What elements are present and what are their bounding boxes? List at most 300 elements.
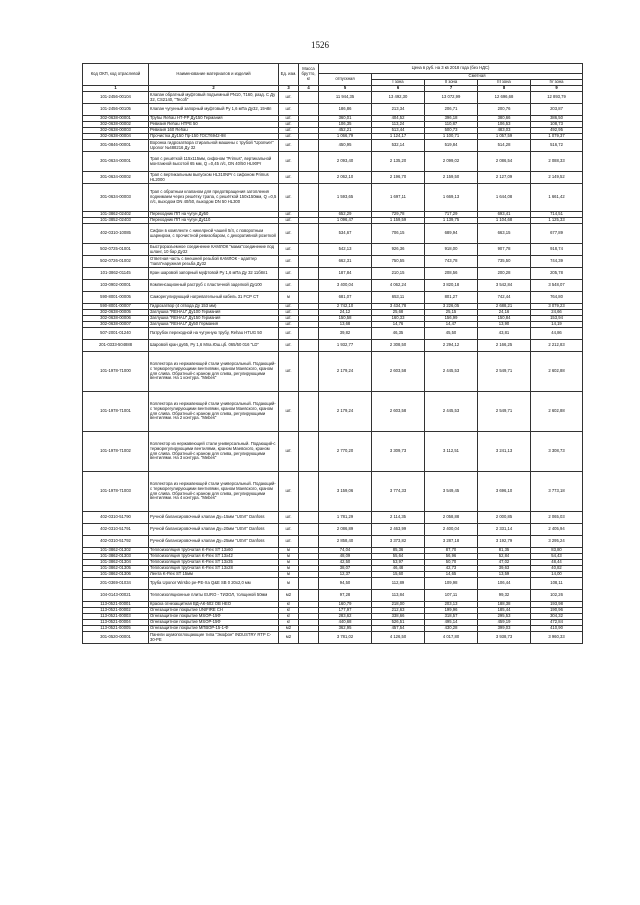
price-zone-2: 109,98 — [425, 578, 478, 590]
price-zone-3: 3 241,13 — [478, 432, 531, 472]
price-release: 681,07 — [319, 292, 372, 304]
price-zone-2: 519,84 — [425, 140, 478, 152]
price-zone-1: 1 159,59 — [372, 218, 425, 224]
price-zone-4: 2 088,33 — [531, 152, 583, 172]
table-row — [83, 256, 583, 268]
price-release: 13,68 — [319, 322, 372, 328]
item-mass — [299, 578, 319, 590]
price-zone-3: 43,81 — [478, 328, 531, 340]
price-zone-3: 3 542,84 — [478, 280, 531, 292]
item-name: Ревизия Rehau НТРЕ 50 — [149, 122, 279, 128]
item-code: 113-0521-00003 — [83, 614, 149, 620]
price-zone-2: 2 445,53 — [425, 352, 478, 392]
price-zone-4: 1 079,37 — [531, 134, 583, 140]
price-zone-3: 295,53 — [478, 614, 531, 620]
price-zone-3: 188,38 — [478, 602, 531, 608]
price-zone-4: 24,66 — [531, 310, 583, 316]
item-code: 101-3862-01304 — [83, 560, 149, 566]
item-code: 101-1978-71001 — [83, 392, 149, 432]
price-zone-1: 3 774,33 — [372, 472, 425, 512]
item-code: 402-0310-51792 — [83, 536, 149, 548]
price-zone-1: 160,33 — [372, 316, 425, 322]
price-zone-2: 3 820,18 — [425, 280, 478, 292]
item-code: 113-0521-00001 — [83, 602, 149, 608]
item-code: 302-0638-00004 — [83, 134, 149, 140]
item-unit: шт. — [279, 352, 299, 392]
price-table — [82, 63, 583, 644]
item-code: 201-0333-504888 — [83, 340, 149, 352]
item-name: Теплоизоляция трубчатая K-Flex ST 13x28 — [149, 566, 279, 572]
item-unit: шт. — [279, 322, 299, 328]
price-release: 106,35 — [319, 122, 372, 128]
item-name: Шаровой кран ду65, Ру 1,6 Мпа.Юш.цб. 065/50 016 "LD" — [149, 340, 279, 352]
header-release: отпускная — [319, 74, 372, 86]
price-zone-1: 3 309,73 — [372, 432, 425, 472]
price-zone-4: 2 405,94 — [531, 524, 583, 536]
item-unit: шт. — [279, 340, 299, 352]
item-name: Лента K-Flex ST 15мм — [149, 572, 279, 578]
item-name: Трап с решёткой 115x115мм, сифоном "Primus", вертикальной монтажной высотой 65 мм, Q =0,45 л/с, DN 40/50 HL90Pr — [149, 152, 279, 172]
price-zone-3: 99,32 — [478, 590, 531, 602]
price-zone-4: 2 065,03 — [531, 512, 583, 524]
price-zone-1: 2 603,58 — [372, 352, 425, 392]
price-zone-2: 717,29 — [425, 212, 478, 218]
price-zone-3: 2 688,21 — [478, 304, 531, 310]
price-release: 2 086,89 — [319, 524, 372, 536]
item-unit: шт. — [279, 122, 299, 128]
price-release: 3 159,06 — [319, 472, 372, 512]
item-name: Быстроразъемное соединение КАМЛОК "мама"соединение под шланг, 10 бар Ду32 — [149, 244, 279, 256]
price-release: 542,13 — [319, 244, 372, 256]
price-zone-2: 689,94 — [425, 224, 478, 244]
price-zone-2: 801,27 — [425, 292, 478, 304]
table-row — [83, 328, 583, 340]
item-code: 502-0726-01002 — [83, 256, 149, 268]
item-code: 104-0143-00021 — [83, 590, 149, 602]
price-zone-3: 380,66 — [478, 116, 531, 122]
item-unit: м — [279, 548, 299, 554]
item-mass — [299, 140, 319, 152]
price-zone-4: 44,86 — [531, 328, 583, 340]
item-unit: м — [279, 566, 299, 572]
item-code: 101-3862-02402 — [83, 212, 149, 218]
item-name: Гидрозатвор (4 отвода Ду 153 мм) — [149, 304, 279, 310]
price-zone-3: 1 644,08 — [478, 184, 531, 212]
table-row — [83, 280, 583, 292]
item-name: Заглушка "REHAU" Ду100 Германия — [149, 310, 279, 316]
price-zone-2: 156,99 — [425, 316, 478, 322]
price-zone-4: 2 212,83 — [531, 340, 583, 352]
item-unit: м — [279, 572, 299, 578]
price-zone-2: 3 226,05 — [425, 304, 478, 310]
item-unit: м — [279, 292, 299, 304]
price-zone-1: 2 135,20 — [372, 152, 425, 172]
price-zone-3: 2 000,85 — [478, 512, 531, 524]
price-zone-3: 2 331,14 — [478, 524, 531, 536]
item-code: 101-3862-01303 — [83, 554, 149, 560]
price-zone-1: 3 373,82 — [372, 536, 425, 548]
table-row — [83, 224, 583, 244]
item-name: Коллектора из нержавеющей стали универсальный. Подающий-с терморегулирующими вентилями, краном Маевского, краном для слива. Обратный-с краном для слива, регулирующими вентилями. На 4 контура. "Mebes" — [149, 472, 279, 512]
price-zone-2: 318,57 — [425, 614, 478, 620]
price-zone-1: 13 492,30 — [372, 92, 425, 104]
price-zone-2: 1 669,13 — [425, 184, 478, 212]
item-mass — [299, 184, 319, 212]
price-zone-1: 53,97 — [372, 560, 425, 566]
item-unit: шт. — [279, 310, 299, 316]
item-mass — [299, 524, 319, 536]
price-zone-1: 113,24 — [372, 122, 425, 128]
item-code: 101-3852-02403 — [83, 218, 149, 224]
table-row — [83, 172, 583, 184]
table-body — [83, 92, 583, 644]
price-zone-3: 24,16 — [478, 310, 531, 316]
price-zone-2: 87,70 — [425, 548, 478, 554]
item-unit: шт. — [279, 244, 299, 256]
price-zone-2: 13 072,99 — [425, 92, 478, 104]
price-zone-3: 2 166,25 — [478, 340, 531, 352]
price-zone-3: 483,03 — [478, 128, 531, 134]
price-zone-3: 663,15 — [478, 224, 531, 244]
price-release: 12,37 — [319, 572, 372, 578]
price-release: 1 096,47 — [319, 218, 372, 224]
price-zone-3: 2 549,71 — [478, 392, 531, 432]
item-code: 101-3862-01302 — [83, 548, 149, 554]
price-zone-3: 106,53 — [478, 122, 531, 128]
item-name: Труба Uponor Wirsbo pe-PE-Xa Q&E SB 0 20x2,0 мм — [149, 578, 279, 590]
item-unit: шт. — [279, 316, 299, 322]
price-zone-1: 112,89 — [372, 578, 425, 590]
item-unit: м2 — [279, 626, 299, 632]
price-zone-3: 81,35 — [478, 548, 531, 554]
item-unit: шт. — [279, 256, 299, 268]
item-code: 502-0725-01001 — [83, 244, 149, 256]
price-zone-4: 386,50 — [531, 116, 583, 122]
item-unit: шт. — [279, 172, 299, 184]
item-name: Ручной балансировочный клапан Ду=15мм "USVI" Danfoss — [149, 512, 279, 524]
price-zone-3: 106,44 — [478, 578, 531, 590]
price-zone-3: 1 057,59 — [478, 134, 531, 140]
item-mass — [299, 632, 319, 644]
item-code: 101-1978-71000 — [83, 352, 149, 392]
item-code: 302-0638-00001 — [83, 116, 149, 122]
price-zone-1: 218,00 — [372, 602, 425, 608]
price-zone-2: 3 549,45 — [425, 472, 478, 512]
table-header — [83, 64, 583, 92]
price-zone-2: 2 159,50 — [425, 172, 478, 184]
item-code: 301-0846-00001 — [83, 140, 149, 152]
price-zone-4: 48,44 — [531, 560, 583, 566]
table-row — [83, 536, 583, 548]
price-zone-4: 492,95 — [531, 128, 583, 134]
price-zone-4: 12 893,79 — [531, 92, 583, 104]
price-zone-4: 2 602,88 — [531, 352, 583, 392]
price-zone-2: 42,73 — [425, 566, 478, 572]
item-mass — [299, 244, 319, 256]
price-zone-3: 47,02 — [478, 560, 531, 566]
price-zone-3: 399,03 — [478, 626, 531, 632]
price-zone-2: 500,73 — [425, 128, 478, 134]
item-code: 590-8001-00005 — [83, 292, 149, 304]
item-name: Воронка гидрозатвора стиральной машины с трубой "Uponwer" Uponor №488216 Ду 32 — [149, 140, 279, 152]
price-zone-3: 3 938,73 — [478, 632, 531, 644]
item-unit: шт. — [279, 128, 299, 134]
price-zone-4: 3 773,18 — [531, 472, 583, 512]
price-release: 534,67 — [319, 224, 372, 244]
price-zone-4: 3 960,33 — [531, 632, 583, 644]
item-unit: шт. — [279, 304, 299, 310]
table-row — [83, 184, 583, 212]
price-zone-1: 338,66 — [372, 614, 425, 620]
item-code: 402-0310-51791 — [83, 524, 149, 536]
price-release: 440,68 — [319, 620, 372, 626]
price-zone-2: 1 139,75 — [425, 218, 478, 224]
price-release: 662,31 — [319, 256, 372, 268]
price-release: 24,12 — [319, 310, 372, 316]
price-zone-4: 190,96 — [531, 608, 583, 614]
price-zone-2: 2 099,02 — [425, 152, 478, 172]
price-zone-1: 85,36 — [372, 548, 425, 554]
item-name: Коллектора из нержавеющей стали универсальный. Подающий-с терморегулирующими вентилями, краном Маевского, краном для слива. Обратный-с краном для слива, регулирующими вентилями. На 1 контура. "Mebes" — [149, 352, 279, 392]
item-name: Трубы Rehau НТ-РР Ду150 Германия — [149, 116, 279, 122]
item-unit: кг — [279, 602, 299, 608]
price-zone-3: 200,28 — [478, 268, 531, 280]
table-row — [83, 352, 583, 392]
item-mass — [299, 268, 319, 280]
price-release: 74,04 — [319, 548, 372, 554]
price-zone-2: 918,00 — [425, 244, 478, 256]
item-unit: шт. — [279, 328, 299, 340]
price-release: 283,62 — [319, 614, 372, 620]
item-code: 302-0638-00006 — [83, 316, 149, 322]
header-zone-4: IV зона — [531, 80, 583, 86]
price-zone-1: 55,64 — [372, 554, 425, 560]
item-unit: шт. — [279, 218, 299, 224]
price-zone-1: 210,15 — [372, 268, 425, 280]
price-zone-1: 532,14 — [372, 140, 425, 152]
price-zone-3: 2 549,71 — [478, 352, 531, 392]
item-mass — [299, 352, 319, 392]
price-release: 42,50 — [319, 560, 372, 566]
table-row — [83, 432, 583, 472]
header-zone-1: I зона — [372, 80, 425, 86]
price-zone-3: 52,84 — [478, 554, 531, 560]
item-mass — [299, 224, 319, 244]
item-mass — [299, 432, 319, 472]
price-release: 452,21 — [319, 128, 372, 134]
price-zone-1: 2 114,35 — [372, 512, 425, 524]
price-zone-3: 3 192,79 — [478, 536, 531, 548]
price-release: 2 770,20 — [319, 432, 372, 472]
index-cell: 9 — [531, 86, 583, 92]
item-unit: шт. — [279, 536, 299, 548]
item-name: Переходник ПП на чугун Ду110 — [149, 218, 279, 224]
item-code: 101-2456-00105 — [83, 104, 149, 116]
item-mass — [299, 512, 319, 524]
price-release: 2 742,10 — [319, 304, 372, 310]
item-code: 302-0638-00007 — [83, 322, 149, 328]
table-row — [83, 472, 583, 512]
item-code: 101-2456-00104 — [83, 92, 149, 104]
item-name: Теплоизоляция трубчатая K-Flex ST 13x42 — [149, 554, 279, 560]
table-row — [83, 524, 583, 536]
item-unit: кг — [279, 608, 299, 614]
price-zone-1: 526,51 — [372, 620, 425, 626]
item-mass — [299, 172, 319, 184]
index-cell: 5 — [319, 86, 372, 92]
price-zone-3: 2 127,09 — [478, 172, 531, 184]
price-release: 1 066,79 — [319, 134, 372, 140]
item-unit: шт. — [279, 134, 299, 140]
price-zone-4: 203,87 — [531, 104, 583, 116]
table-row — [83, 244, 583, 256]
price-zone-4: 1 125,33 — [531, 218, 583, 224]
header-price-title: Цена в руб. на 3 кв 2018 года (без НДС) — [319, 64, 583, 74]
item-code: 101-3862-01145 — [83, 268, 149, 280]
header-unit: Ед. изм. — [279, 64, 299, 86]
price-zone-4: 14,00 — [531, 572, 583, 578]
price-zone-1: 15,60 — [372, 572, 425, 578]
item-name: Сифон в комплекте с никелрной чашей 5/4, с поворотным шарниром, с прочистной ревизобаром, с декоративной розеткой — [149, 224, 279, 244]
item-mass — [299, 92, 319, 104]
price-zone-2: 2 294,12 — [425, 340, 478, 352]
item-code: 301-0634-00001 — [83, 152, 149, 172]
price-zone-4: 108,73 — [531, 122, 583, 128]
price-zone-1: 46,35 — [372, 328, 425, 340]
price-zone-3: 1 104,68 — [478, 218, 531, 224]
price-release: 48,09 — [319, 554, 372, 560]
table-row — [83, 92, 583, 104]
item-mass — [299, 392, 319, 432]
price-zone-2: 110,87 — [425, 122, 478, 128]
item-code: 302-0638-00005 — [83, 310, 149, 316]
table-row — [83, 152, 583, 172]
item-unit: шт. — [279, 212, 299, 218]
price-zone-4: 14,19 — [531, 322, 583, 328]
item-name: Огнезащитное покрытие UNIFIRE CH — [149, 608, 279, 614]
item-mass — [299, 256, 319, 268]
item-name: Краска огнезащитная ВД-АК-502 ОВ НЕО — [149, 602, 279, 608]
price-zone-1: 2 603,58 — [372, 392, 425, 432]
price-release: 186,86 — [319, 104, 372, 116]
index-cell: 8 — [478, 86, 531, 92]
price-zone-2: 743,78 — [425, 256, 478, 268]
price-zone-3: 2 086,54 — [478, 152, 531, 172]
item-name: Прочистка Ду150 Пр-150 ГОСТ6942-98 — [149, 134, 279, 140]
price-zone-2: 206,71 — [425, 104, 478, 116]
price-release: 2 179,24 — [319, 352, 372, 392]
item-unit: м — [279, 560, 299, 566]
price-zone-3: 200,76 — [478, 104, 531, 116]
table-row — [83, 104, 583, 116]
price-zone-2: 2 058,88 — [425, 512, 478, 524]
price-zone-1: 14,76 — [372, 322, 425, 328]
item-unit: м2 — [279, 632, 299, 644]
item-unit: шт. — [279, 224, 299, 244]
price-zone-2: 107,11 — [425, 590, 478, 602]
item-mass — [299, 590, 319, 602]
price-zone-4: 3 308,73 — [531, 432, 583, 472]
item-name: Коллектора из нержавеющей стали универсальный. Подающий-с терморегулирующими вентилями, краном Маевского, краном для слива. Обратный-с краном для слива, регулирующими вентилями. На 2 контура. "Mebes" — [149, 392, 279, 432]
price-zone-2: 396,18 — [425, 116, 478, 122]
item-unit: шт. — [279, 152, 299, 172]
price-zone-1: 653,11 — [372, 292, 425, 304]
item-name: Патрубок переходной на чугунную трубу, Rehau НТUG 50 — [149, 328, 279, 340]
price-zone-3: 13,59 — [478, 572, 531, 578]
table-row — [83, 590, 583, 602]
price-zone-3: 735,50 — [478, 256, 531, 268]
price-zone-3: 3 696,10 — [478, 472, 531, 512]
item-name: Теплоизоляция трубчатая K-Flex ST 13x60 — [149, 548, 279, 554]
item-code: 301-0634-00003 — [83, 184, 149, 212]
item-unit: шт. — [279, 432, 299, 472]
price-zone-2: 199,96 — [425, 608, 478, 614]
item-code: 302-0638-00002 — [83, 122, 149, 128]
price-zone-4: 83,80 — [531, 548, 583, 554]
header-code: Код ОКП, код отраслевой — [83, 64, 149, 86]
price-zone-1: 212,63 — [372, 608, 425, 614]
price-zone-2: 4 017,80 — [425, 632, 478, 644]
price-zone-1: 213,34 — [372, 104, 425, 116]
price-release: 38,07 — [319, 566, 372, 572]
item-unit: шт. — [279, 92, 299, 104]
header-estimate: Сметная — [372, 74, 583, 80]
item-code: 103-0902-00001 — [83, 280, 149, 292]
item-code: 302-0638-00003 — [83, 128, 149, 134]
price-zone-4: 108,11 — [531, 578, 583, 590]
item-unit: шт. — [279, 268, 299, 280]
item-code: 402-0310-10085 — [83, 224, 149, 244]
price-zone-2: 14,65 — [425, 572, 478, 578]
item-unit: шт. — [279, 184, 299, 212]
price-zone-1: 2 308,50 — [372, 340, 425, 352]
price-zone-1: 926,36 — [372, 244, 425, 256]
item-name: Саморегулирующий нагревательный кабель 31 FСР СТ — [149, 292, 279, 304]
index-cell: 2 — [149, 86, 279, 92]
item-code: 201-0369-01034 — [83, 578, 149, 590]
item-name: Заглушка "REHAU" Ду150 Германия — [149, 316, 279, 322]
price-release: 97,28 — [319, 590, 372, 602]
item-name: Ревизия 160 Rehau — [149, 128, 279, 134]
price-zone-4: 677,89 — [531, 224, 583, 244]
price-zone-4: 3 548,07 — [531, 280, 583, 292]
item-unit: шт. — [279, 392, 299, 432]
item-unit: м2 — [279, 590, 299, 602]
price-release: 11 944,35 — [319, 92, 372, 104]
item-name: Компенсационный раструб с пластичной заделкой Ду100 — [149, 280, 279, 292]
price-zone-1: 25,68 — [372, 310, 425, 316]
item-mass — [299, 340, 319, 352]
price-zone-4: 3 295,24 — [531, 536, 583, 548]
table-row — [83, 292, 583, 304]
price-zone-2: 50,70 — [425, 560, 478, 566]
price-release: 150,58 — [319, 316, 372, 322]
price-zone-2: 3 112,51 — [425, 432, 478, 472]
price-zone-1: 1 124,17 — [372, 134, 425, 140]
header-name: Наименование материалов и изделий — [149, 64, 279, 86]
price-zone-3: 39,63 — [478, 566, 531, 572]
item-mass — [299, 152, 319, 172]
price-release: 177,97 — [319, 608, 372, 614]
item-unit: шт. — [279, 524, 299, 536]
price-zone-3: 693,41 — [478, 212, 531, 218]
item-unit: шт. — [279, 280, 299, 292]
price-zone-1: 113,84 — [372, 590, 425, 602]
index-cell: 6 — [372, 86, 425, 92]
price-zone-1: 513,44 — [372, 128, 425, 134]
price-zone-4: 764,80 — [531, 292, 583, 304]
item-name: Клапан чугунный запорный муфтовый Ру 1,6 мПа Ду32, 15ч8п — [149, 104, 279, 116]
